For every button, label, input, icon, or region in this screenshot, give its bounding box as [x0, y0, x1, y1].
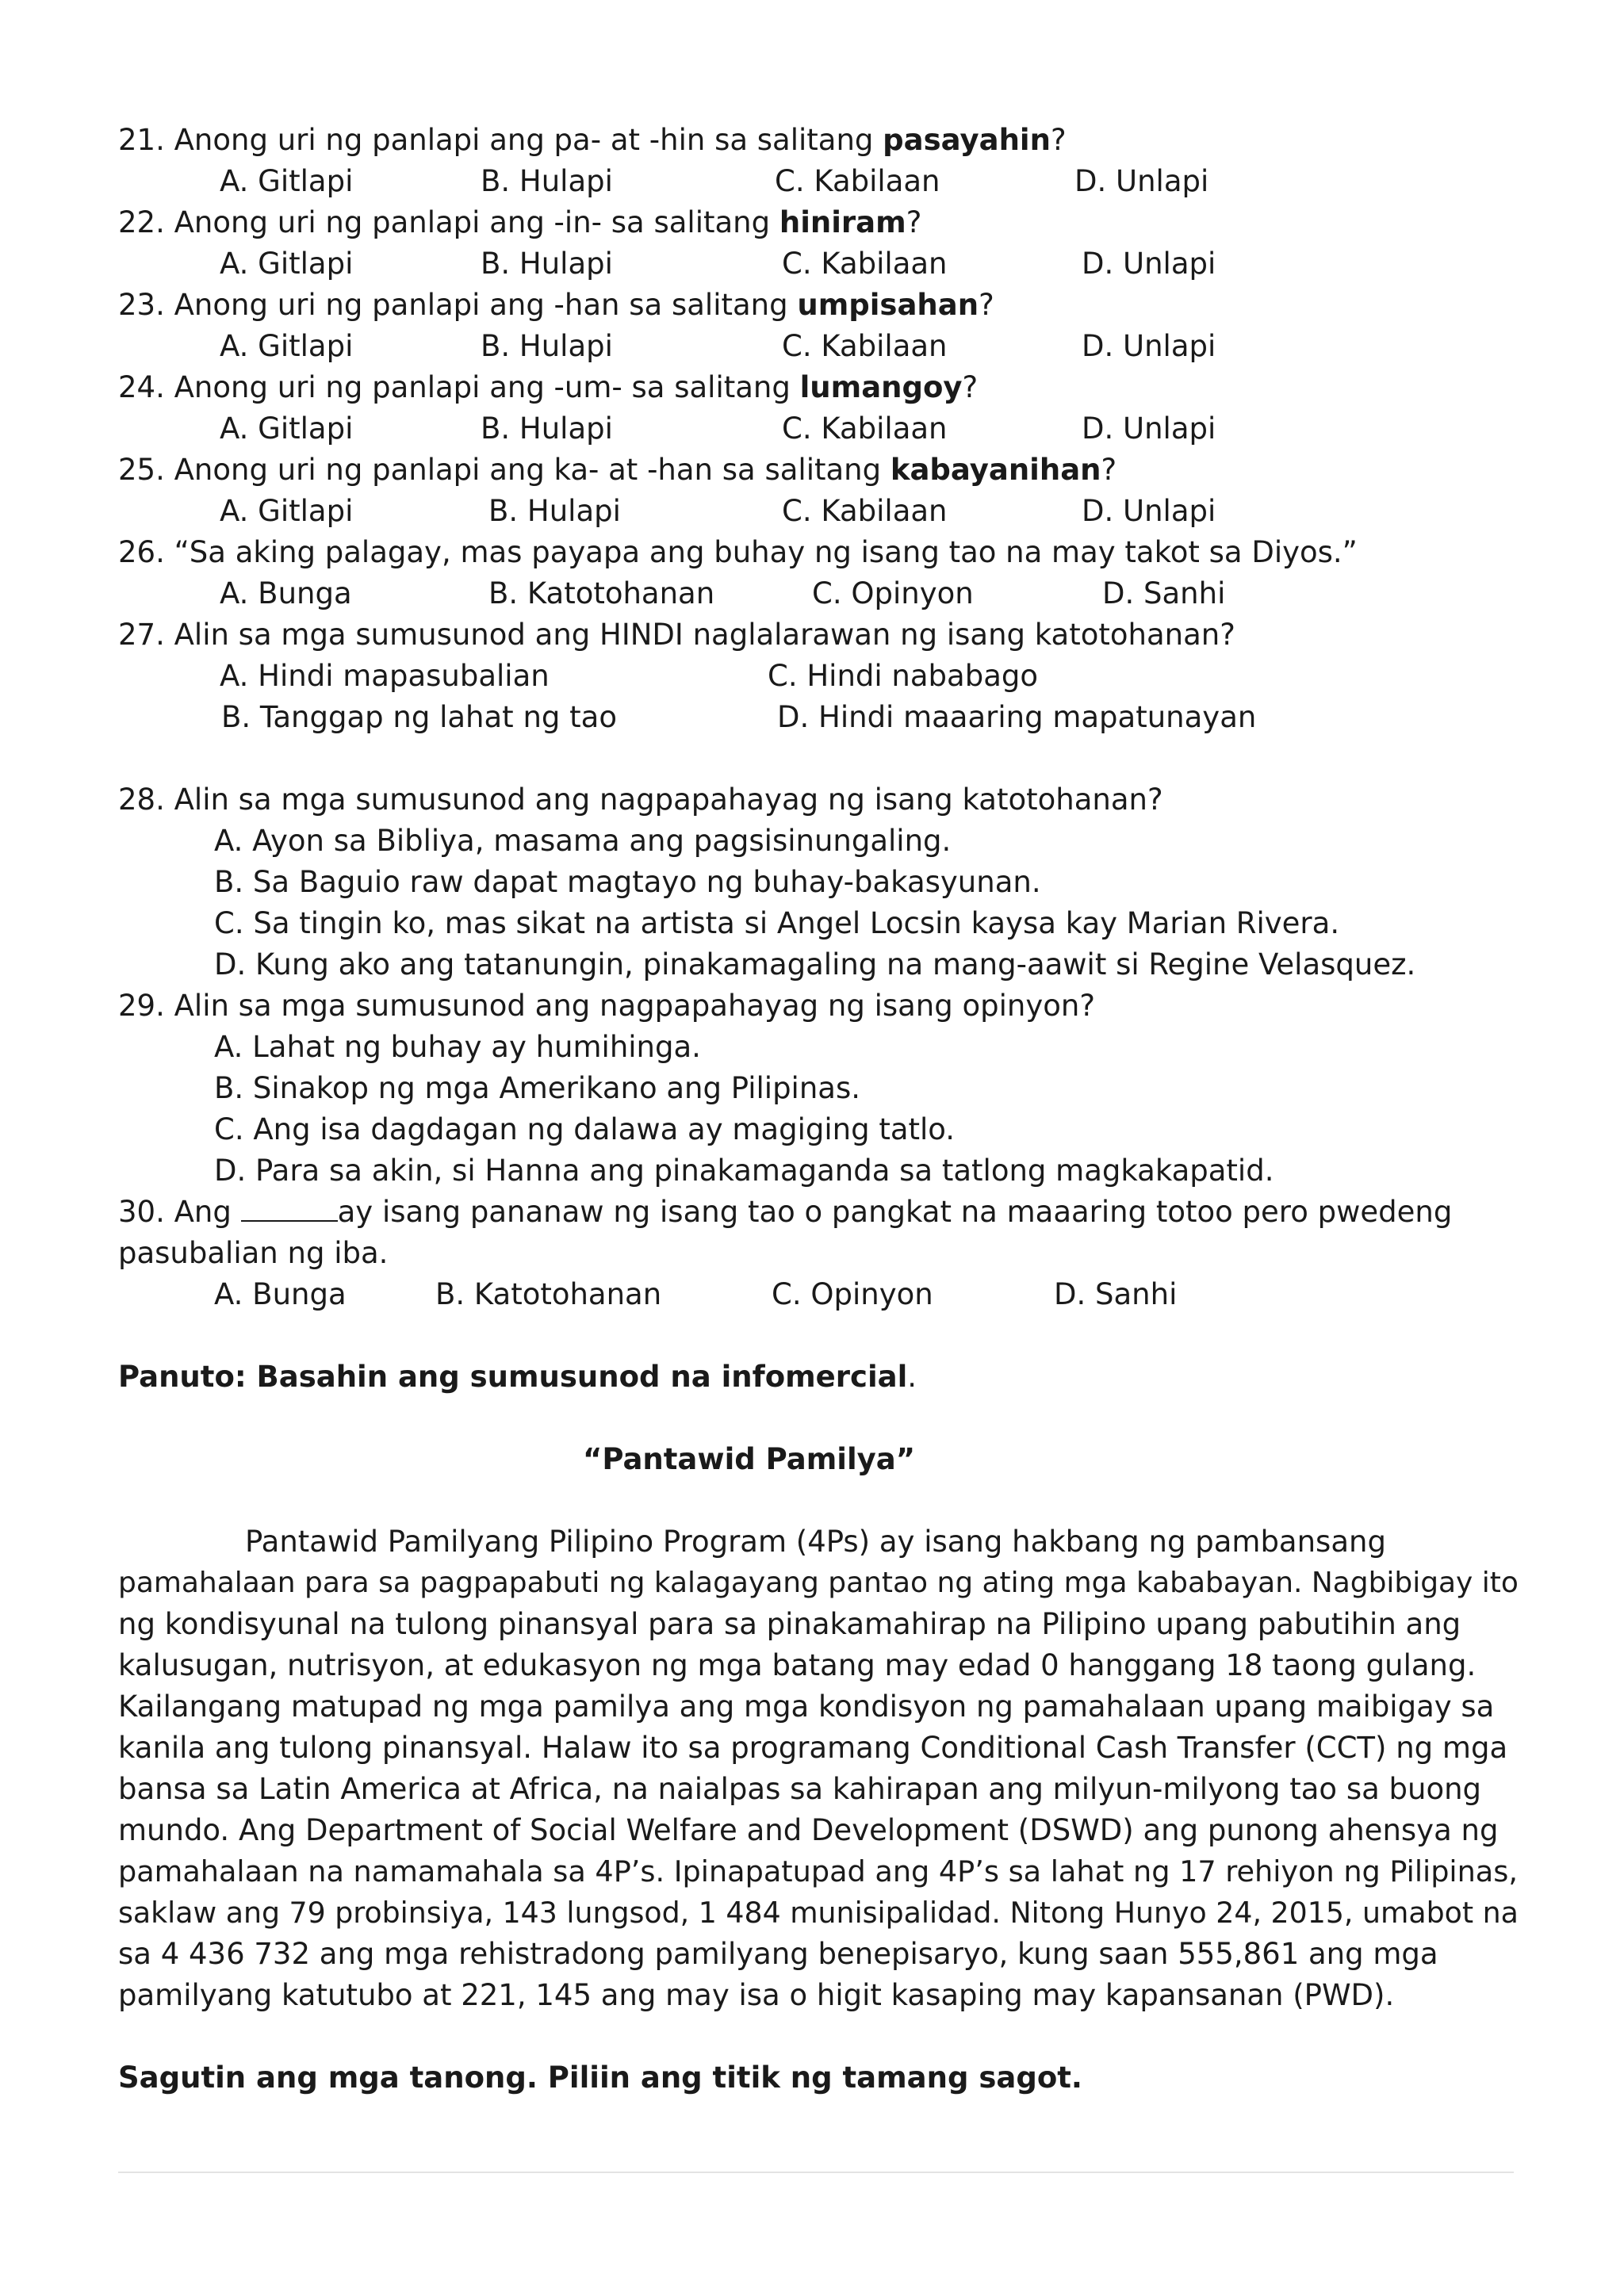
- choice-a: A. Gitlapi: [220, 329, 354, 363]
- question-text: 23. Anong uri ng panlapi ang -han sa salitang: [118, 288, 798, 322]
- question-26: 26. “Sa aking palagay, mas payapa ang buhay ng isang tao na may takot sa Diyos.”: [118, 535, 1358, 569]
- question-keyword: umpisahan: [797, 288, 979, 322]
- choice-c: C. Sa tingin ko, mas sikat na artista si Angel Locsin kaysa kay Marian Rivera.: [214, 906, 1340, 940]
- question-30: [118, 1192, 1452, 1233]
- paragraph-line: Pantawid Pamilyang Pilipino Program (4Ps) ay isang hakbang ng pambansang: [245, 1525, 1386, 1559]
- choice-c: C. Kabilaan: [782, 329, 948, 363]
- question-keyword: hiniram: [779, 205, 906, 239]
- question-end: ?: [1050, 123, 1067, 157]
- paragraph-line: pamahalaan para sa pagpapabuti ng kalagayang pantao ng ating mga kababayan. Nagbibigay ito: [118, 1567, 1519, 1599]
- choice-a: A. Gitlapi: [220, 411, 354, 446]
- choice-a: A. Ayon sa Bibliya, masama ang pagsisinungaling.: [214, 824, 952, 858]
- question-keyword: pasayahin: [883, 123, 1051, 157]
- choice-a: A. Bunga: [220, 576, 352, 610]
- question-text: 22. Anong uri ng panlapi ang -in- sa salitang: [118, 205, 779, 239]
- question-keyword: kabayanihan: [890, 453, 1101, 487]
- paragraph-line: kalusugan, nutrisyon, at edukasyon ng mga batang may edad 0 hanggang 18 taong gulang.: [118, 1648, 1477, 1682]
- choice-d: D. Sanhi: [1054, 1277, 1178, 1311]
- choice-c: C. Hindi nababago: [768, 659, 1039, 693]
- question-23: [118, 285, 994, 326]
- question-end: ?: [906, 205, 922, 239]
- final-instruction: Sagutin ang mga tanong. Piliin ang titik ng tamang sagot.: [118, 2061, 1082, 2095]
- choice-d: D. Hindi maaaring mapatunayan: [777, 700, 1257, 734]
- question-end: ?: [962, 370, 979, 404]
- choice-a: A. Lahat ng buhay ay humihinga.: [214, 1030, 701, 1064]
- choice-a: A. Gitlapi: [220, 164, 354, 198]
- choice-d: D. Unlapi: [1082, 411, 1216, 446]
- choice-d: D. Unlapi: [1082, 494, 1216, 528]
- choice-c: C. Ang isa dagdagan ng dalawa ay magiging tatlo.: [214, 1112, 956, 1146]
- question-28: 28. Alin sa mga sumusunod ang nagpapahayag ng isang katotohanan?: [118, 783, 1163, 817]
- choice-c: C. Kabilaan: [775, 164, 940, 198]
- question-text: 30. Ang: [118, 1195, 241, 1229]
- question-text: 25. Anong uri ng panlapi ang ka- at -han sa salitang: [118, 453, 891, 487]
- paragraph-line: saklaw ang 79 probinsiya, 143 lungsod, 1 484 munisipalidad. Nitong Hunyo 24, 2015, umabot na: [118, 1896, 1519, 1930]
- question-text-cont: ay isang pananaw ng isang tao o pangkat na maaaring totoo pero pwedeng: [337, 1195, 1453, 1229]
- choice-b: B. Hulapi: [488, 494, 621, 528]
- paragraph-line: Kailangang matupad ng mga pamilya ang mga kondisyon ng pamahalaan upang maibigay sa: [118, 1689, 1495, 1724]
- question-text: 24. Anong uri ng panlapi ang -um- sa salitang: [118, 370, 800, 404]
- choice-c: C. Opinyon: [812, 576, 974, 610]
- paragraph-line: pamilyang katutubo at 221, 145 ang may isa o higit kasaping may kapansanan (PWD).: [118, 1978, 1395, 2012]
- choice-c: C. Opinyon: [772, 1277, 933, 1311]
- choice-b: B. Katotohanan: [435, 1277, 662, 1311]
- question-30-line2: pasubalian ng iba.: [118, 1236, 389, 1270]
- choice-c: C. Kabilaan: [782, 411, 948, 446]
- question-24: [118, 367, 978, 408]
- choice-d: D. Unlapi: [1074, 164, 1209, 198]
- question-21: [118, 120, 1067, 161]
- paragraph-line: ng kondisyunal na tulong pinansyal para sa pinakamahirap na Pilipino upang pabutihin ang: [118, 1607, 1461, 1641]
- choice-b: B. Hulapi: [481, 247, 613, 281]
- choice-b: B. Katotohanan: [488, 576, 715, 610]
- choice-b: B. Sinakop ng mga Amerikano ang Pilipinas.: [214, 1071, 860, 1105]
- choice-d: D. Unlapi: [1082, 247, 1216, 281]
- answer-blank: [241, 1196, 338, 1222]
- paragraph-line: mundo. Ang Department of Social Welfare and Development (DSWD) ang punong ahensya ng: [118, 1813, 1499, 1847]
- choice-a: A. Gitlapi: [220, 494, 354, 528]
- choice-b: B. Tanggap ng lahat ng tao: [221, 700, 617, 734]
- question-25: [118, 450, 1116, 491]
- choice-c: C. Kabilaan: [782, 494, 948, 528]
- choice-d: D. Sanhi: [1102, 576, 1226, 610]
- question-27: 27. Alin sa mga sumusunod ang HINDI naglalarawan ng isang katotohanan?: [118, 618, 1235, 652]
- instruction: [118, 1357, 917, 1398]
- paragraph-line: kanila ang tulong pinansyal. Halaw ito sa programang Conditional Cash Transfer (CCT) ng mga: [118, 1731, 1508, 1765]
- paragraph-line: pamahalaan na namamahala sa 4P’s. Ipinapatupad ang 4P’s sa lahat ng 17 rehiyon ng Pilipinas,: [118, 1854, 1518, 1888]
- question-keyword: lumangoy: [799, 370, 963, 404]
- question-text: 21. Anong uri ng panlapi ang pa- at -hin sa salitang: [118, 123, 883, 157]
- instruction-period: .: [907, 1360, 917, 1394]
- page-divider: [118, 2172, 1514, 2173]
- question-end: ?: [979, 288, 994, 322]
- choice-b: B. Sa Baguio raw dapat magtayo ng buhay-bakasyunan.: [214, 865, 1041, 899]
- choice-b: B. Hulapi: [481, 164, 613, 198]
- choice-b: B. Hulapi: [481, 411, 613, 446]
- choice-a: A. Hindi mapasubalian: [220, 659, 550, 693]
- choice-d: D. Unlapi: [1082, 329, 1216, 363]
- question-end: ?: [1101, 453, 1117, 487]
- question-29: 29. Alin sa mga sumusunod ang nagpapahayag ng isang opinyon?: [118, 989, 1095, 1023]
- choice-b: B. Hulapi: [481, 329, 613, 363]
- question-22: [118, 202, 921, 243]
- choice-a: A. Gitlapi: [220, 247, 354, 281]
- choice-a: A. Bunga: [214, 1277, 347, 1311]
- choice-d: D. Kung ako ang tatanungin, pinakamagaling na mang-aawit si Regine Velasquez.: [214, 947, 1416, 982]
- instruction-text: Panuto: Basahin ang sumusunod na infomercial: [118, 1360, 908, 1394]
- choice-c: C. Kabilaan: [782, 247, 948, 281]
- paragraph-line: bansa sa Latin America at Africa, na naialpas sa kahirapan ang milyun-milyong tao sa buong: [118, 1772, 1482, 1806]
- paragraph-line: sa 4 436 732 ang mga rehistradong pamilyang benepisaryo, kung saan 555,861 ang mga: [118, 1937, 1438, 1971]
- choice-d: D. Para sa akin, si Hanna ang pinakamaganda sa tatlong magkakapatid.: [214, 1154, 1274, 1188]
- story-title: “Pantawid Pamilya”: [583, 1442, 916, 1476]
